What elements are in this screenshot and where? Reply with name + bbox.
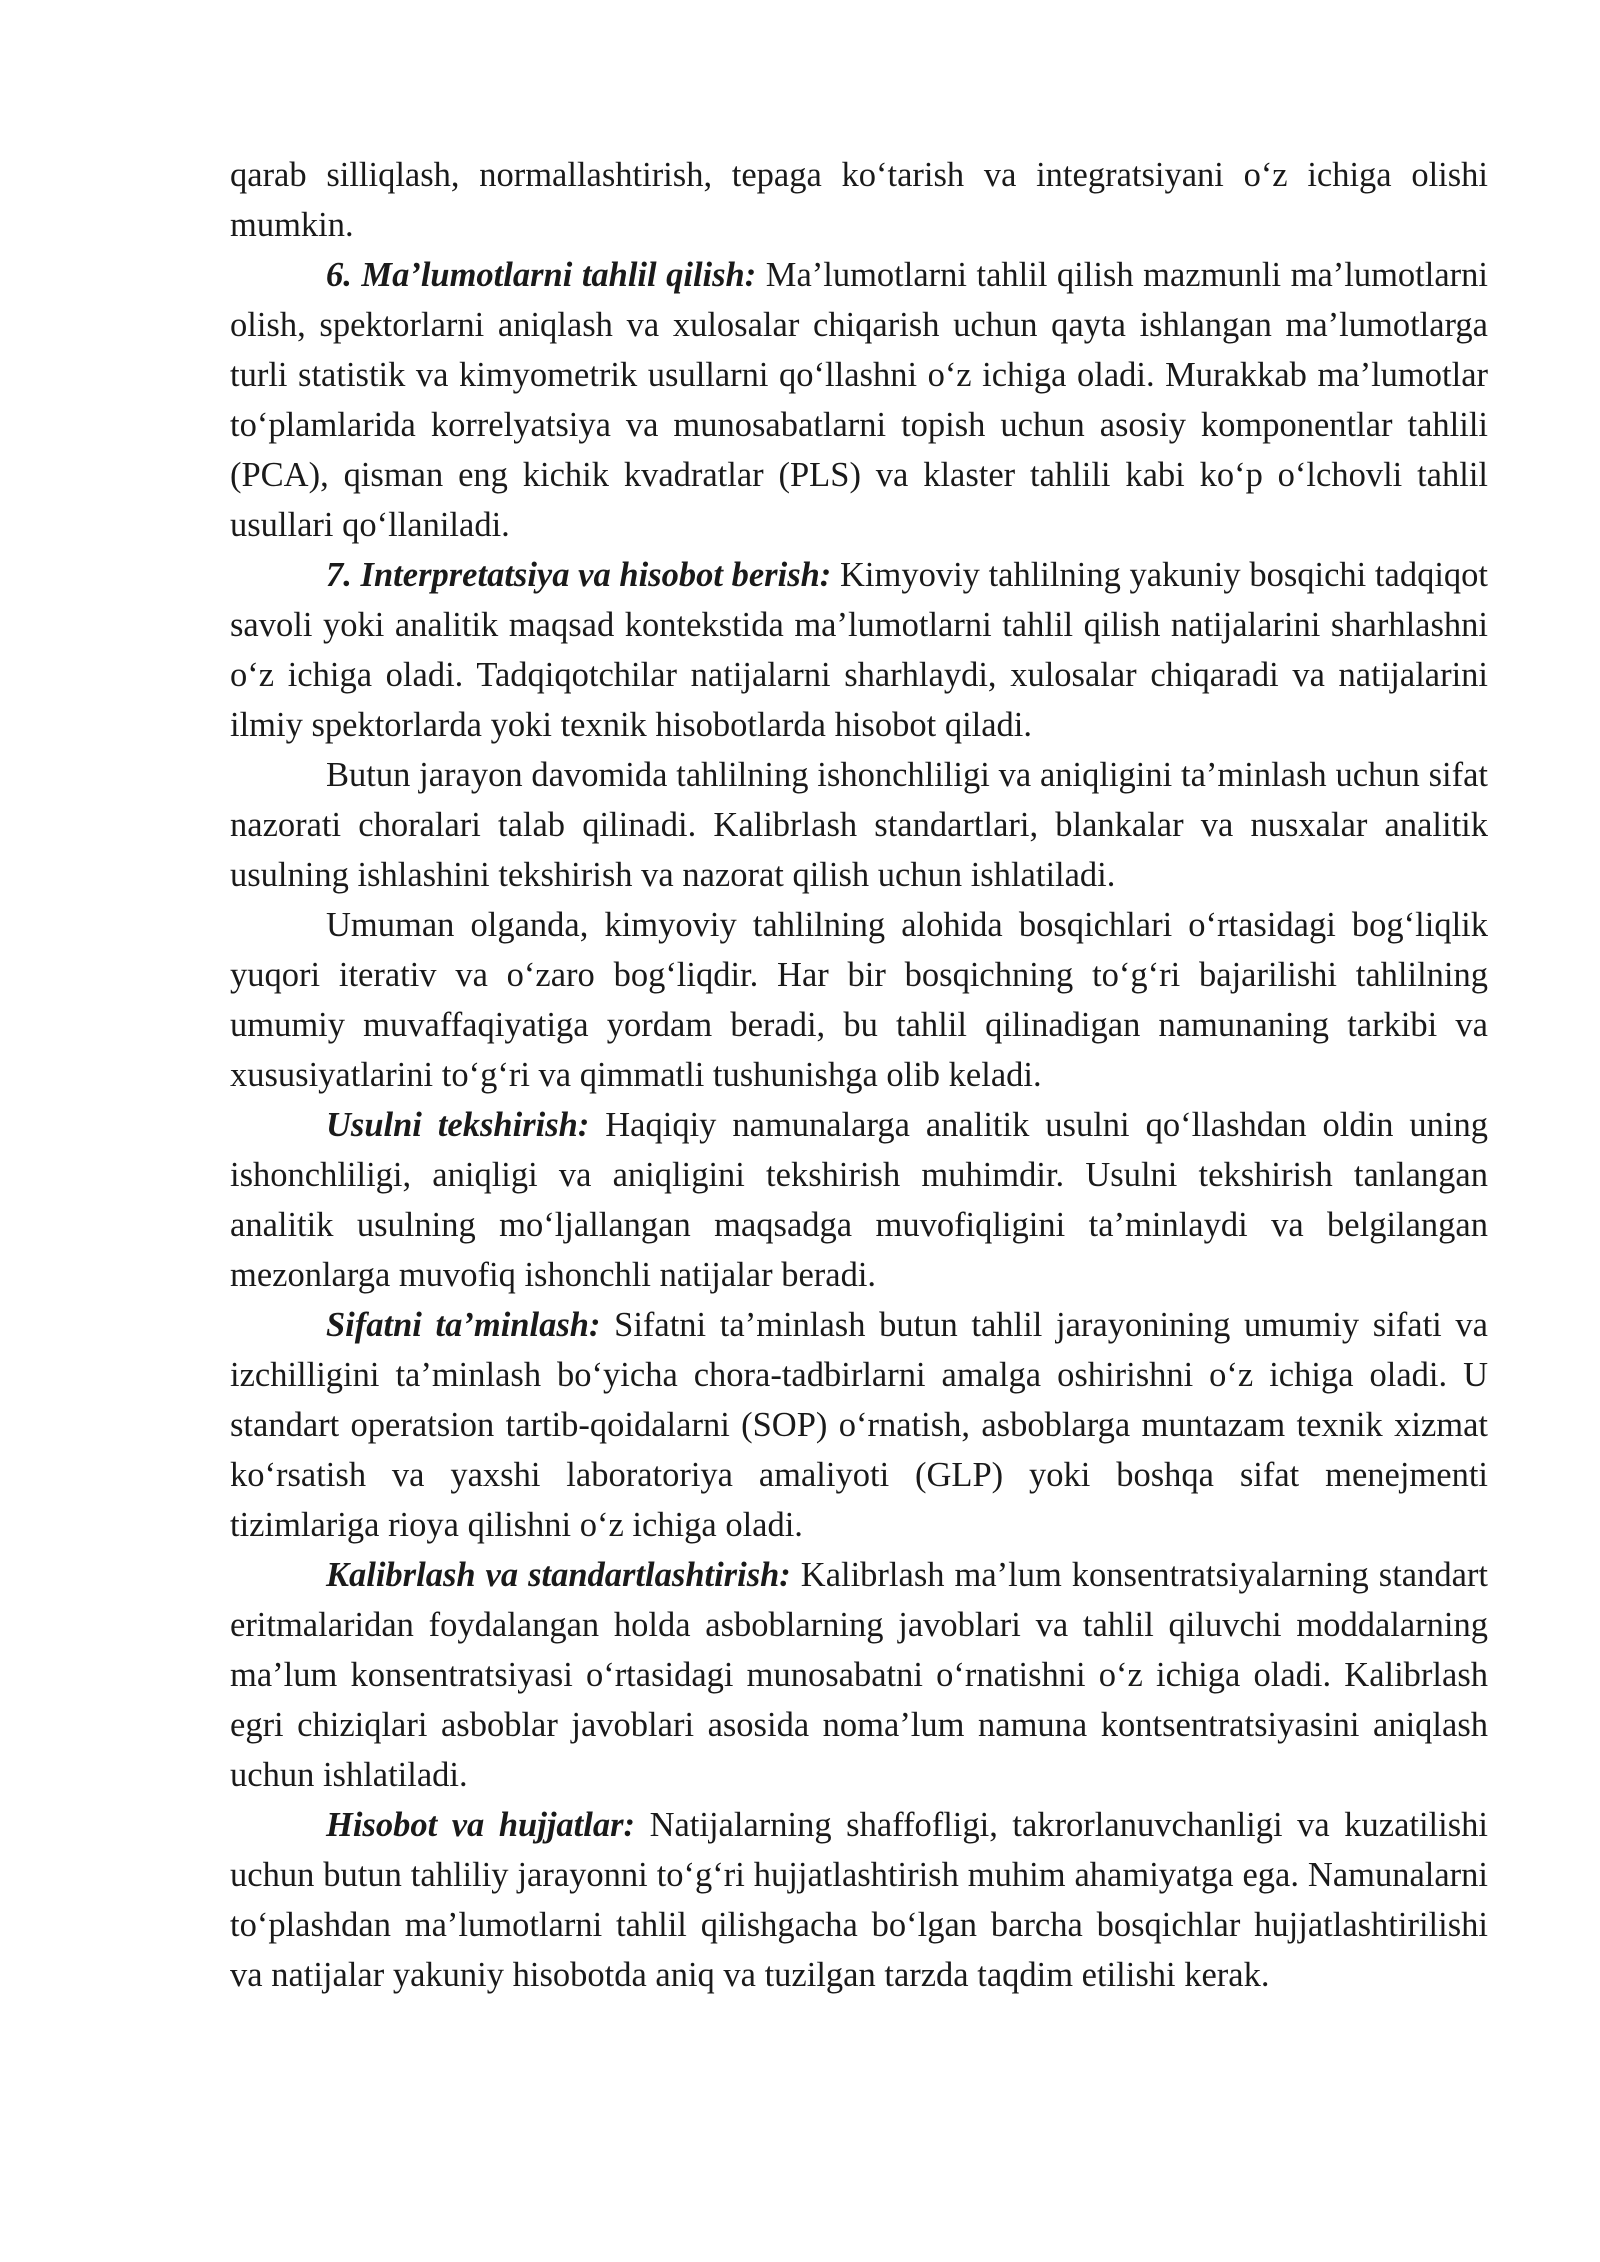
paragraph-text: Sifatni ta’minlash butun tahlil jarayonining umumiy sifati va izchilligini ta’minlash bo‘yicha chora-tadbirlarni amalga oshirishni o‘z ichiga oladi. U standart operatsion tartib-qoidalarni (SOP) o‘rnatish, asboblarga muntazam texnik xizmat ko‘rsatish va yaxshi laboratoriya amaliyoti (GLP) yoki boshqa sifat menejmenti tizimlariga rioya qilishni o‘z ichiga oladi. [230,1306,1488,1544]
paragraph-summary [230,900,1488,1100]
paragraph-term: 6. Ma’lumotlarni tahlil qilish: [326,256,757,294]
paragraph-term: Sifatni ta’minlash: [326,1306,601,1344]
paragraph-text: Umuman olganda, kimyoviy tahlilning alohida bosqichlari o‘rtasidagi bog‘liqlik yuqori iterativ va o‘zaro bog‘liqdir. Har bir bosqichning to‘g‘ri bajarilishi tahlilning umumiy muvaffaqiyatiga yordam beradi, bu tahlil qilinadigan namunaning tarkibi va xususiyatlarini to‘g‘ri va qimmatli tushunishga olib keladi. [230,906,1488,1094]
paragraph-method-validation [230,1100,1488,1300]
paragraph-text: Kimyoviy tahlilning yakuniy bosqichi tadqiqot savoli yoki analitik maqsad kontekstida ma’lumotlarni tahlil qilish natijalarini sharhlashni o‘z ichiga oladi. Tadqiqotchilar natijalarni sharhlaydi, xulosalar chiqaradi va natijalarini ilmiy spektorlarda yoki texnik hisobotlarda hisobot qiladi. [230,556,1488,744]
paragraph-interpretation [230,550,1488,750]
paragraph-continuation [230,150,1488,250]
paragraph-text: qarab silliqlash, normallashtirish, tepaga ko‘tarish va integratsiyani o‘z ichiga olishi mumkin. [230,156,1488,244]
paragraph-term: Kalibrlash va standartlashtirish: [326,1556,791,1594]
paragraph-data-analysis [230,250,1488,550]
paragraph-calibration [230,1550,1488,1800]
paragraph-term: Usulni tekshirish: [326,1106,590,1144]
paragraph-text: Haqiqiy namunalarga analitik usulni qo‘llashdan oldin uning ishonchliligi, aniqligi va aniqligini tekshirish muhimdir. Usulni tekshirish tanlangan analitik usulning mo‘ljallangan maqsadga muvofiqligini ta’minlaydi va belgilangan mezonlarga muvofiq ishonchli natijalar beradi. [230,1106,1488,1294]
paragraph-text: Natijalarning shaffofligi, takrorlanuvchanligi va kuzatilishi uchun butun tahliliy jarayonni to‘g‘ri hujjatlashtirish muhim ahamiyatga ega. Namunalarni to‘plashdan ma’lumotlarni tahlil qilishgacha bo‘lgan barcha bosqichlar hujjatlashtirilishi va natijalar yakuniy hisobotda aniq va tuzilgan tarzda taqdim etilishi kerak. [230,1806,1488,1994]
paragraph-quality-control [230,750,1488,900]
document-page [230,150,1488,2000]
paragraph-quality-assurance [230,1300,1488,1550]
paragraph-text: Ma’lumotlarni tahlil qilish mazmunli ma’lumotlarni olish, spektorlarni aniqlash va xulosalar chiqarish uchun qayta ishlangan ma’lumotlarga turli statistik va kimyometrik usullarni qo‘llashni o‘z ichiga oladi. Murakkab ma’lumotlar to‘plamlarida korrelyatsiya va munosabatlarni topish uchun asosiy komponentlar tahlili (PCA), qisman eng kichik kvadratlar (PLS) va klaster tahlili kabi ko‘p o‘lchovli tahlil usullari qo‘llaniladi. [230,256,1488,544]
paragraph-reporting [230,1800,1488,2000]
paragraph-term: Hisobot va hujjatlar: [326,1806,635,1844]
paragraph-term: 7. Interpretatsiya va hisobot berish: [326,556,832,594]
paragraph-text: Butun jarayon davomida tahlilning ishonchliligi va aniqligini ta’minlash uchun sifat nazorati choralari talab qilinadi. Kalibrlash standartlari, blankalar va nusxalar analitik usulning ishlashini tekshirish va nazorat qilish uchun ishlatiladi. [230,756,1488,894]
paragraph-text: Kalibrlash ma’lum konsentratsiyalarning standart eritmalaridan foydalangan holda asboblarning javoblari va tahlil qiluvchi moddalarning ma’lum konsentratsiyasi o‘rtasidagi munosabatni o‘rnatishni o‘z ichiga oladi. Kalibrlash egri chiziqlari asboblar javoblari asosida noma’lum namuna kontsentratsiyasini aniqlash uchun ishlatiladi. [230,1556,1488,1794]
